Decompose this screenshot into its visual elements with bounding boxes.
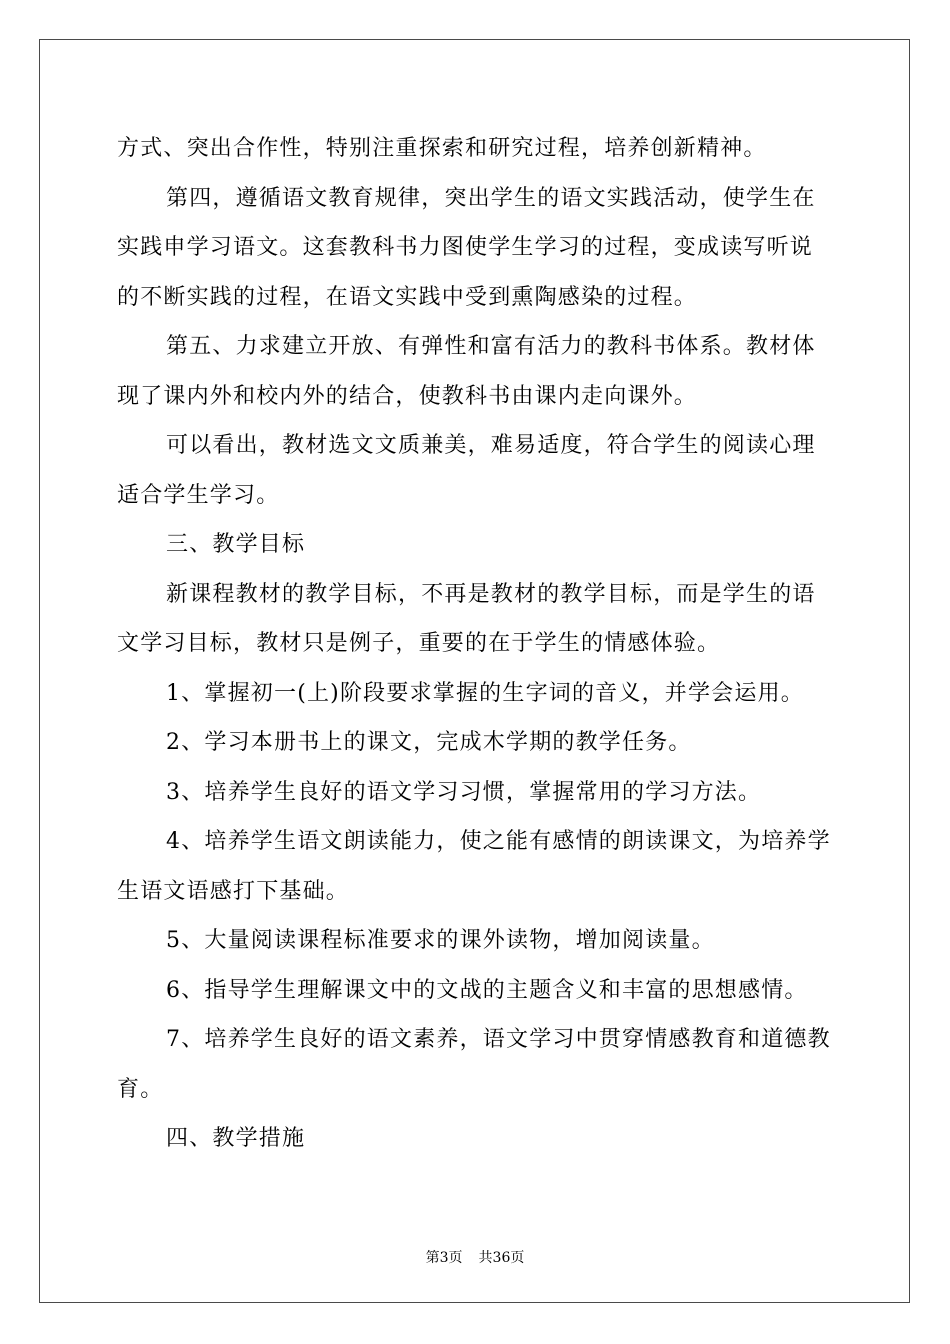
paragraph-3: 第五、力求建立开放、有弹性和富有活力的教科书体系。教材体现了课内外和校内外的结合，使教科书由课内走向课外。 [117,334,816,409]
section-heading-goals: 三、教学目标 [166,532,306,557]
goal-item-6: 6、指导学生理解课文中的文战的主题含义和丰富的思想感情。 [166,977,808,1003]
section-heading-measures: 四、教学措施 [166,1126,306,1151]
page-total: 共36页 [478,1250,525,1266]
goal-item-7: 7、培养学生良好的语文素养，语文学习中贯穿情感教育和道德教育。 [117,1027,831,1102]
goal-item-4: 4、培养学生语文朗读能力，使之能有感情的朗读课文，为培养学生语文语感打下基础。 [117,829,831,904]
goal-item-1: 1、掌握初一(上)阶段要求掌握的生字词的音义，并学会运用。 [166,680,804,706]
paragraph-6: 新课程教材的教学目标，不再是教材的教学目标，而是学生的语文学习目标，教材只是例子，重要的在于学生的情感体验。 [117,581,816,656]
page-number: 第3页 [425,1250,463,1266]
paragraph-4: 可以看出，教材选文文质兼美，难易适度，符合学生的阅读心理适合学生学习。 [117,433,816,508]
paragraph-2: 第四，遵循语文教育规律，突出学生的语文实践活动，使学生在实践申学习语文。这套教科书力图使学生学习的过程，变成读写听说的不断实践的过程，在语文实践中受到熏陶感染的过程。 [117,185,816,310]
document-body [117,124,833,1164]
paragraph-1: 方式、突出合作性，特别注重探索和研究过程，培养创新精神。 [117,136,767,161]
goal-item-3: 3、培养学生良好的语文学习习惯，掌握常用的学习方法。 [166,779,762,805]
goal-item-2: 2、学习本册书上的课文，完成木学期的教学任务。 [166,730,692,755]
page-footer [0,1247,950,1267]
goal-item-5: 5、大量阅读课程标准要求的课外读物，增加阅读量。 [166,928,715,953]
